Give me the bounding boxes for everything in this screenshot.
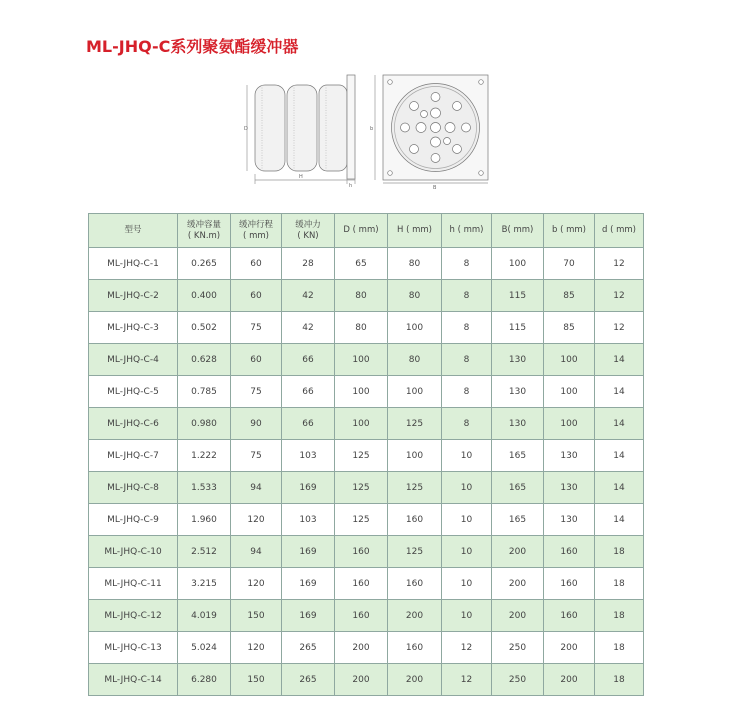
table-cell: 100 xyxy=(544,408,595,440)
column-header-line: 缓冲行程 xyxy=(238,219,273,230)
table-cell: 100 xyxy=(492,248,544,280)
column-header xyxy=(89,214,178,248)
table-cell: 8 xyxy=(442,408,492,440)
table-cell: 85 xyxy=(544,280,595,312)
table-cell: 8 xyxy=(442,376,492,408)
table-cell: 14 xyxy=(595,504,644,536)
table-cell: 28 xyxy=(282,248,335,280)
table-cell: 94 xyxy=(231,536,282,568)
table-cell: 8 xyxy=(442,312,492,344)
spec-table xyxy=(88,213,644,696)
table-cell: 18 xyxy=(595,568,644,600)
table-cell: 165 xyxy=(492,504,544,536)
table-cell: 169 xyxy=(282,536,335,568)
table-row xyxy=(89,440,644,472)
table-cell: 165 xyxy=(492,472,544,504)
table-cell: 100 xyxy=(335,376,388,408)
table-cell: 3.215 xyxy=(178,568,231,600)
table-cell: 200 xyxy=(492,600,544,632)
header-row xyxy=(89,214,644,248)
table-cell: 130 xyxy=(492,344,544,376)
column-header-line: B( mm) xyxy=(501,225,534,235)
model-cell: ML-JHQ-C-1 xyxy=(89,248,178,280)
table-cell: 160 xyxy=(544,600,595,632)
table-cell: 160 xyxy=(335,600,388,632)
table-cell: 8 xyxy=(442,248,492,280)
column-header-line: b ( mm) xyxy=(552,225,586,235)
table-cell: 10 xyxy=(442,440,492,472)
table-cell: 80 xyxy=(335,280,388,312)
table-cell: 66 xyxy=(282,408,335,440)
table-cell: 18 xyxy=(595,664,644,696)
column-header-line: D ( mm) xyxy=(343,225,379,235)
table-cell: 80 xyxy=(335,312,388,344)
table-cell: 60 xyxy=(231,280,282,312)
table-cell: 125 xyxy=(335,472,388,504)
table-cell: 80 xyxy=(388,280,442,312)
table-row xyxy=(89,312,644,344)
table-row xyxy=(89,408,644,440)
table-cell: 120 xyxy=(231,504,282,536)
table-cell: 130 xyxy=(492,376,544,408)
table-cell: 65 xyxy=(335,248,388,280)
column-header-line: h ( mm) xyxy=(449,225,484,235)
table-cell: 1.533 xyxy=(178,472,231,504)
table-cell: 12 xyxy=(442,664,492,696)
table-cell: 70 xyxy=(544,248,595,280)
table-cell: 2.512 xyxy=(178,536,231,568)
table-cell: 160 xyxy=(388,568,442,600)
table-cell: 100 xyxy=(388,312,442,344)
table-cell: 0.400 xyxy=(178,280,231,312)
table-row xyxy=(89,664,644,696)
column-header-line: ( mm) xyxy=(243,230,269,241)
table-row xyxy=(89,504,644,536)
table-row xyxy=(89,376,644,408)
column-header-line: 缓冲容量 xyxy=(186,219,221,230)
table-cell: 100 xyxy=(544,344,595,376)
column-header xyxy=(282,214,335,248)
page-title: ML-JHQ-C系列聚氨酯缓冲器 xyxy=(86,37,299,56)
model-cell: ML-JHQ-C-9 xyxy=(89,504,178,536)
side-view xyxy=(247,75,355,184)
table-cell: 115 xyxy=(492,312,544,344)
table-cell: 250 xyxy=(492,632,544,664)
table-cell: 18 xyxy=(595,632,644,664)
table-row xyxy=(89,248,644,280)
table-cell: 100 xyxy=(388,440,442,472)
table-cell: 42 xyxy=(282,312,335,344)
column-header-line: d ( mm) xyxy=(602,225,636,235)
model-cell: ML-JHQ-C-14 xyxy=(89,664,178,696)
table-cell: 200 xyxy=(544,664,595,696)
table-cell: 42 xyxy=(282,280,335,312)
table-cell: 200 xyxy=(335,632,388,664)
model-cell: ML-JHQ-C-6 xyxy=(89,408,178,440)
table-cell: 125 xyxy=(388,536,442,568)
table-cell: 160 xyxy=(335,536,388,568)
table-cell: 18 xyxy=(595,600,644,632)
table-cell: 100 xyxy=(388,376,442,408)
table-row xyxy=(89,632,644,664)
table-cell: 160 xyxy=(544,568,595,600)
table-cell: 150 xyxy=(231,664,282,696)
model-cell: ML-JHQ-C-2 xyxy=(89,280,178,312)
column-header-line: 型号 xyxy=(124,225,142,235)
label-D: D xyxy=(244,126,248,132)
label-B: B xyxy=(433,185,437,190)
table-cell: 14 xyxy=(595,376,644,408)
model-cell: ML-JHQ-C-5 xyxy=(89,376,178,408)
table-row xyxy=(89,344,644,376)
table-cell: 10 xyxy=(442,600,492,632)
table-cell: 94 xyxy=(231,472,282,504)
model-cell: ML-JHQ-C-10 xyxy=(89,536,178,568)
column-header xyxy=(231,214,282,248)
table-cell: 200 xyxy=(544,632,595,664)
table-cell: 18 xyxy=(595,536,644,568)
table-row xyxy=(89,600,644,632)
column-header-line: 缓冲力 xyxy=(295,219,321,230)
table-header xyxy=(89,214,644,248)
table-cell: 0.980 xyxy=(178,408,231,440)
front-view xyxy=(375,75,488,183)
table-cell: 80 xyxy=(388,344,442,376)
table-cell: 85 xyxy=(544,312,595,344)
table-cell: 160 xyxy=(335,568,388,600)
table-cell: 66 xyxy=(282,376,335,408)
table-cell: 200 xyxy=(388,600,442,632)
table-cell: 1.960 xyxy=(178,504,231,536)
model-cell: ML-JHQ-C-12 xyxy=(89,600,178,632)
table-cell: 75 xyxy=(231,312,282,344)
table-cell: 100 xyxy=(335,344,388,376)
table-cell: 169 xyxy=(282,600,335,632)
table-cell: 130 xyxy=(544,472,595,504)
table-cell: 265 xyxy=(282,632,335,664)
column-header xyxy=(388,214,442,248)
table-cell: 60 xyxy=(231,248,282,280)
table-cell: 103 xyxy=(282,440,335,472)
table-cell: 12 xyxy=(595,280,644,312)
table-cell: 12 xyxy=(595,248,644,280)
table-cell: 5.024 xyxy=(178,632,231,664)
table-cell: 125 xyxy=(388,472,442,504)
table-cell: 12 xyxy=(442,632,492,664)
table-cell: 1.222 xyxy=(178,440,231,472)
technical-drawing xyxy=(235,70,505,190)
table-body xyxy=(89,248,644,696)
table-cell: 0.502 xyxy=(178,312,231,344)
table-row xyxy=(89,568,644,600)
table-cell: 14 xyxy=(595,408,644,440)
table-cell: 125 xyxy=(388,408,442,440)
table-cell: 0.265 xyxy=(178,248,231,280)
model-cell: ML-JHQ-C-13 xyxy=(89,632,178,664)
table-cell: 125 xyxy=(335,504,388,536)
table-cell: 200 xyxy=(492,568,544,600)
table-cell: 169 xyxy=(282,472,335,504)
label-b: b xyxy=(370,126,374,132)
table-cell: 103 xyxy=(282,504,335,536)
table-cell: 14 xyxy=(595,472,644,504)
column-header-line: ( KN) xyxy=(297,230,319,241)
table-cell: 115 xyxy=(492,280,544,312)
table-cell: 14 xyxy=(595,440,644,472)
table-cell: 130 xyxy=(492,408,544,440)
column-header-line: H ( mm) xyxy=(397,225,432,235)
column-header xyxy=(335,214,388,248)
table-cell: 0.785 xyxy=(178,376,231,408)
table-cell: 120 xyxy=(231,568,282,600)
table-cell: 6.280 xyxy=(178,664,231,696)
table-cell: 200 xyxy=(388,664,442,696)
column-header xyxy=(595,214,644,248)
label-H: H xyxy=(299,174,303,180)
model-cell: ML-JHQ-C-3 xyxy=(89,312,178,344)
model-cell: ML-JHQ-C-11 xyxy=(89,568,178,600)
table-cell: 160 xyxy=(544,536,595,568)
table-cell: 200 xyxy=(335,664,388,696)
table-cell: 100 xyxy=(335,408,388,440)
table-cell: 169 xyxy=(282,568,335,600)
table-cell: 265 xyxy=(282,664,335,696)
table-cell: 14 xyxy=(595,344,644,376)
table-cell: 120 xyxy=(231,632,282,664)
model-cell: ML-JHQ-C-4 xyxy=(89,344,178,376)
table-cell: 8 xyxy=(442,344,492,376)
table-cell: 10 xyxy=(442,536,492,568)
table-cell: 165 xyxy=(492,440,544,472)
model-cell: ML-JHQ-C-8 xyxy=(89,472,178,504)
column-header xyxy=(492,214,544,248)
model-cell: ML-JHQ-C-7 xyxy=(89,440,178,472)
table-cell: 4.019 xyxy=(178,600,231,632)
table-cell: 150 xyxy=(231,600,282,632)
table-cell: 66 xyxy=(282,344,335,376)
column-header-line: ( KN.m) xyxy=(187,230,221,241)
table-cell: 160 xyxy=(388,632,442,664)
label-h: h xyxy=(349,183,353,189)
column-header xyxy=(178,214,231,248)
table-cell: 12 xyxy=(595,312,644,344)
table-cell: 100 xyxy=(544,376,595,408)
table-cell: 10 xyxy=(442,568,492,600)
table-cell: 130 xyxy=(544,504,595,536)
column-header xyxy=(544,214,595,248)
table-row xyxy=(89,280,644,312)
table-cell: 10 xyxy=(442,504,492,536)
table-cell: 125 xyxy=(335,440,388,472)
table-cell: 200 xyxy=(492,536,544,568)
table-cell: 75 xyxy=(231,440,282,472)
table-cell: 80 xyxy=(388,248,442,280)
table-cell: 130 xyxy=(544,440,595,472)
table-cell: 90 xyxy=(231,408,282,440)
table-cell: 250 xyxy=(492,664,544,696)
table-row xyxy=(89,536,644,568)
table-cell: 160 xyxy=(388,504,442,536)
table-cell: 8 xyxy=(442,280,492,312)
table-cell: 75 xyxy=(231,376,282,408)
column-header xyxy=(442,214,492,248)
table-cell: 60 xyxy=(231,344,282,376)
table-row xyxy=(89,472,644,504)
table-cell: 0.628 xyxy=(178,344,231,376)
table-cell: 10 xyxy=(442,472,492,504)
